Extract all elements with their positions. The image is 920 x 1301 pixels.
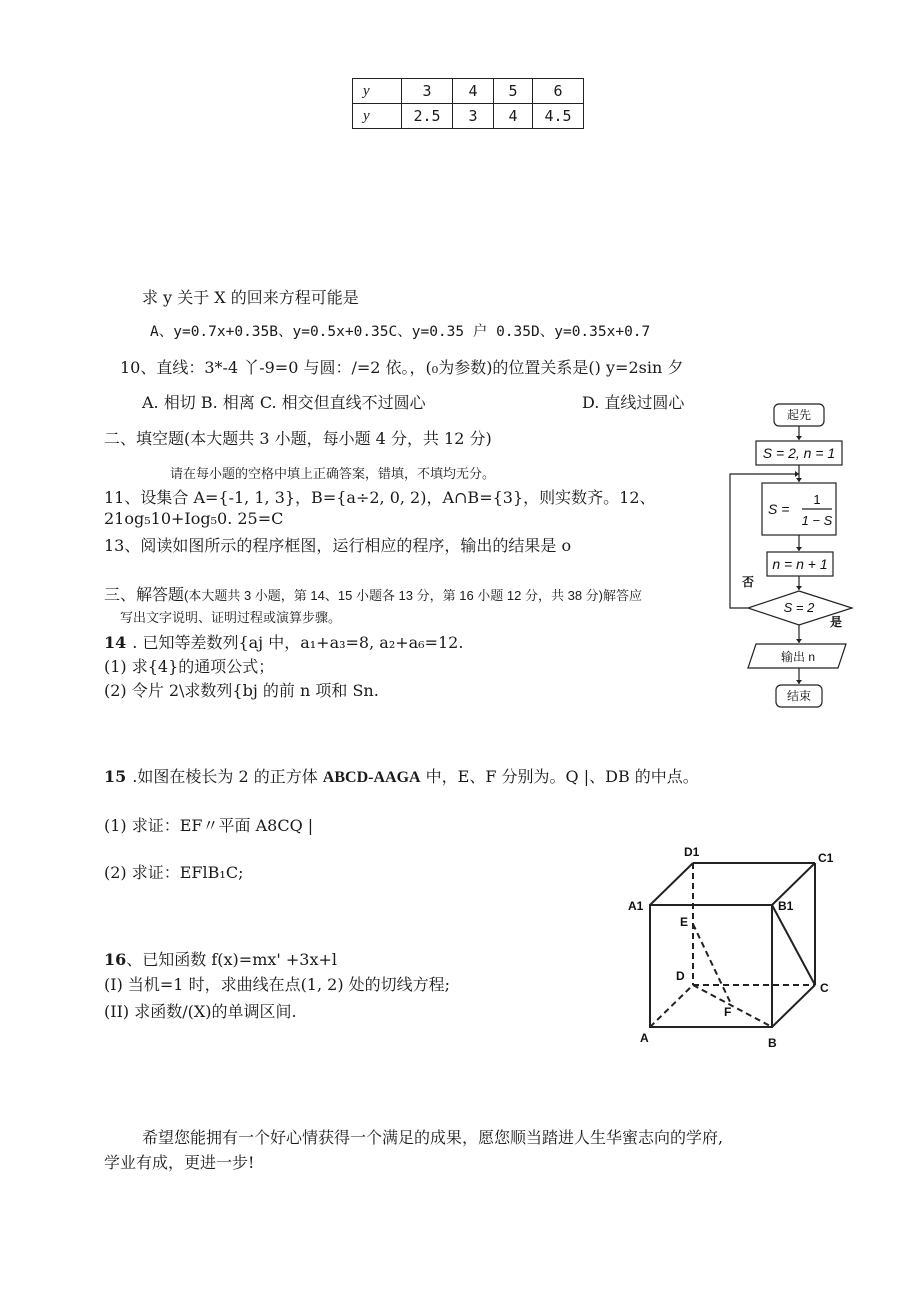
q15-stem-line (104, 764, 699, 787)
cube-label-c1: C1 (818, 851, 834, 865)
data-table (352, 78, 584, 129)
q9-options: A、y=0.7x+0.35B、y=0.5x+0.35C、y=0.35 户 0.35D、y=0.35x+0.7 (150, 324, 651, 340)
table-row (353, 104, 584, 129)
section2-instruction: 请在每小题的空格中填上正确答案，错填，不填均无分。 (170, 467, 496, 482)
table-cell: 6 (533, 79, 584, 104)
q13: 13、阅读如图所示的程序框图，运行相应的程序，输出的结果是 o (104, 536, 572, 555)
table-cell: 3 (402, 79, 453, 104)
cube-label-b: B (768, 1036, 777, 1050)
closing-line1: 希望您能拥有一个好心情获得一个满足的成果，愿您顺当踏进人生华蜜志向的学府, (142, 1128, 724, 1147)
q15-stem-b: 中，E、F 分别为。Q |、DB 的中点。 (420, 767, 699, 786)
q16-stem: 、已知函数 f(x)=mx' +3x+l (126, 950, 338, 969)
section2-title: 二、填空题(本大题共 3 小题，每小题 4 分，共 12 分) (104, 429, 492, 448)
q14-stem-line (104, 630, 463, 653)
q16-part2: (II) 求函数/(X)的单调区间. (104, 1002, 297, 1021)
q15-part2: (2) 求证：EFlB₁C; (104, 863, 244, 882)
cube-label-d: D (676, 969, 685, 983)
flowchart-condition-label: S = 2 (783, 600, 815, 615)
q9-stem: 求 y 关于 X 的回来方程可能是 (142, 288, 359, 307)
q16-stem-line (104, 947, 337, 970)
section3-title: 三、解答题 (104, 585, 185, 604)
cube-diagram (620, 840, 840, 1052)
q14-stem: . 已知等差数列{aj 中，a₁+a₃=8, a₂+a₆=12. (132, 633, 464, 652)
table-cell: 4.5 (533, 104, 584, 129)
flowchart-frac-den: 1 − S (801, 513, 833, 528)
table-cell: y (353, 104, 402, 129)
q16-part1: (I) 当机=1 时，求曲线在点(1, 2) 处的切线方程; (104, 975, 451, 994)
table-cell: 5 (494, 79, 533, 104)
cube-label-b1: B1 (778, 899, 794, 913)
cube-label-e: E (680, 915, 689, 929)
table-cell: 3 (453, 104, 494, 129)
flowchart-assign-label: S = (768, 501, 790, 517)
flowchart-start-label: 起先 (786, 408, 812, 422)
cube-label-a: A (640, 1031, 649, 1045)
flowchart-increment-label: n = n + 1 (772, 556, 828, 572)
q14-number: 14 (104, 633, 127, 652)
flowchart-frac-num: 1 (813, 492, 821, 507)
q14-part1: (1) 求{4}的通项公式； (104, 657, 275, 676)
section3-note: (本大题共 3 小题，第 14、15 小题各 13 分，第 16 小题 12 分，共 38 分)解答应 (184, 588, 643, 603)
section3-heading (104, 582, 642, 605)
flowchart-init-label: S = 2, n = 1 (762, 445, 836, 461)
table-cell: 4 (453, 79, 494, 104)
q15-stem-a: .如图在棱长为 2 的正方体 (132, 767, 323, 786)
q14-part2: (2) 令片 2\求数列{bj 的前 n 项和 Sn. (104, 681, 379, 700)
q10-options: A. 相切 B. 相离 C. 相交但直线不过圆心 (142, 393, 426, 412)
section3-note-line2: 写出文字说明、证明过程或演算步骤。 (120, 610, 342, 625)
q16-number: 16 (104, 950, 127, 969)
flowchart-end-label: 结束 (786, 689, 812, 703)
q10-stem: 10、直线：3*-4 丫-9=0 与圆：/=2 依。，(₀为参数)的位置关系是() y=2sin 夕 (120, 358, 684, 377)
q15-part1: (1) 求证：EF〃平面 A8CQ | (104, 816, 314, 835)
flowchart-no-label: 否 (742, 575, 755, 589)
q11: 11、设集合 A={-1, 1, 3}，B={a÷2, 0, 2)，A∩B={3}，则实数齐。12、 (104, 488, 656, 507)
flowchart-yes-label: 是 (830, 615, 843, 629)
table-cell: 4 (494, 104, 533, 129)
program-flowchart (722, 398, 862, 718)
cube-label-a1: A1 (628, 899, 644, 913)
q15-stem-bold: ABCD-AAGA (322, 769, 421, 786)
table-row (353, 79, 584, 104)
table-cell: y (353, 79, 402, 104)
closing-line2: 学业有成，更进一步! (104, 1153, 255, 1172)
q15-number: 15 (104, 767, 127, 786)
q12: 21og₅10+Iog₅0. 25=C (104, 509, 284, 528)
table-cell: 2.5 (402, 104, 453, 129)
cube-label-c: C (820, 981, 829, 995)
cube-label-f: F (724, 1005, 732, 1019)
q10-option-d: D. 直线过圆心 (582, 393, 685, 412)
flowchart-output-label: 输出 n (780, 650, 816, 664)
cube-label-d1: D1 (684, 845, 700, 859)
